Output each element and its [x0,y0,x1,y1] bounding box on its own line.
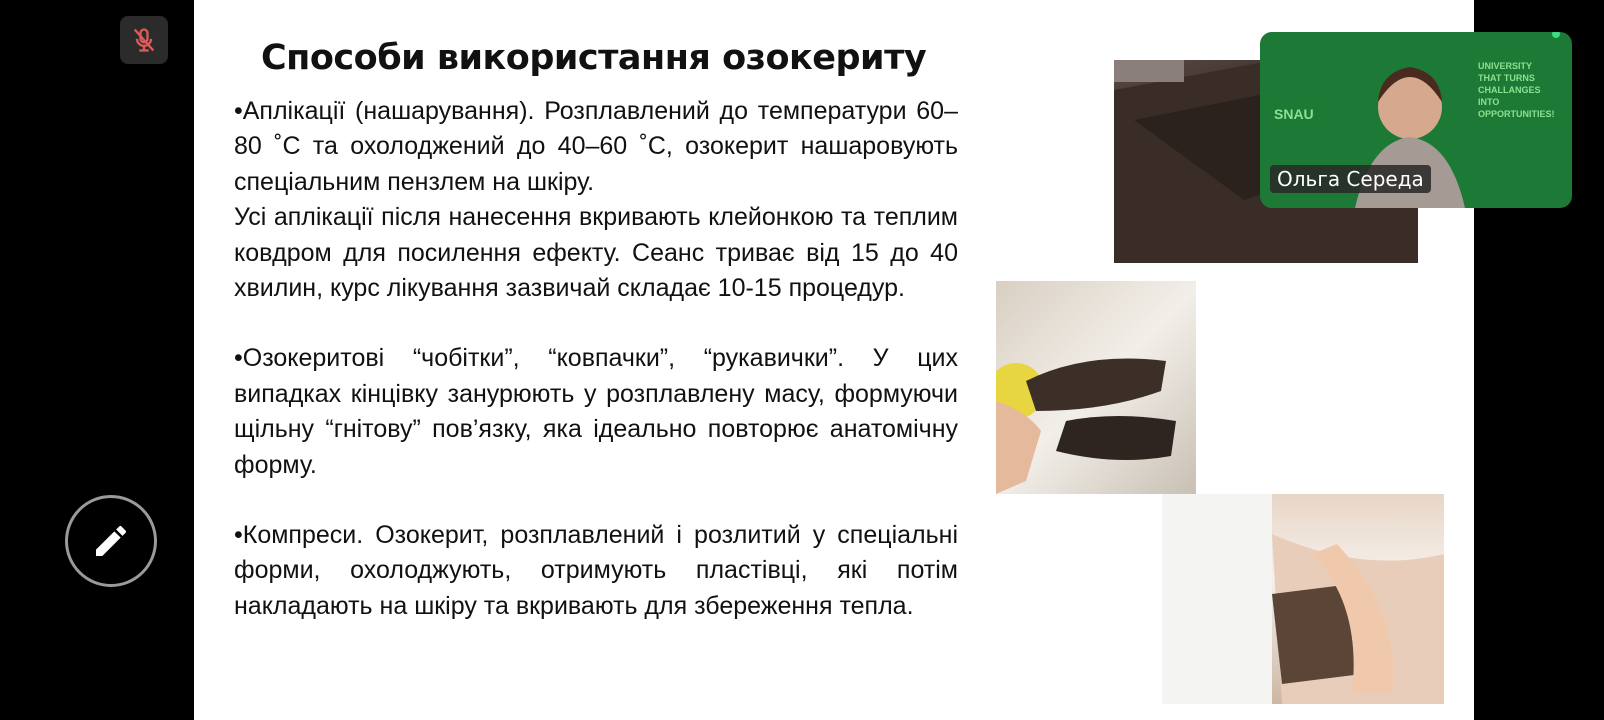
speaker-name-label: Ольга Середа [1270,165,1431,193]
paragraph-compresses: •Компреси. Озокерит, розплавлений і розлитий у спеціальні форми, охолоджують, отримують пластівці, які потім накладають на шкіру та вкривають для збереження тепла. [234,521,958,620]
snau-logo-text: SNAU [1274,106,1314,122]
university-banner [1478,60,1555,120]
banner-line: THAT TURNS [1478,73,1535,83]
banner-line: UNIVERSITY [1478,61,1533,71]
banner-line: OPPORTUNITIES! [1478,109,1555,119]
participant-video[interactable] [1260,32,1572,208]
paragraph-procedure: Усі аплікації після нанесення вкривають клейонкою та теплим ковдром для посилення ефекту. Сеанс триває від 15 до 40 хвилин, курс лікування зазвичай складає 10-15 процедур. [234,203,958,303]
banner-line: INTO [1478,97,1500,107]
annotate-button[interactable] [65,495,157,587]
paragraph-applications: •Аплікації (нашарування). Розплавлений до температури 60–80 ˚С та охолоджений до 40–60 ˚С, озокерит нашаровують спеціальним пензлем на шкіру. [234,97,958,196]
pencil-icon [91,521,131,561]
mute-button[interactable] [120,16,168,64]
slide-body [234,94,958,624]
banner-line: CHALLANGES [1478,85,1541,95]
paragraph-boots: •Озокеритові “чобітки”, “ковпачки”, “рукавички”. У цих випадках кінцівку занурюють у розплавлену масу, формуючи щільну “гнітову” пов’язку, яка ідеально повторює анатомічну форму. [234,344,958,479]
slide-title: Способи використання озокериту [261,38,927,78]
mic-muted-icon [130,26,158,54]
compress-treatment-photo [1162,494,1444,704]
ozokerite-boots-photo [996,281,1196,494]
